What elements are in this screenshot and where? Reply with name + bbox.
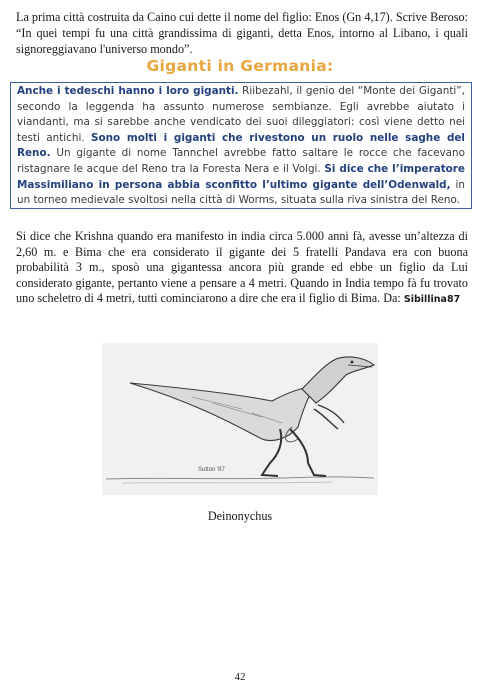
artist-signature: Sutton '87	[198, 467, 225, 473]
dinosaur-drawing	[102, 343, 378, 495]
highlight-box	[10, 82, 472, 209]
figure-caption: Deinonychus	[207, 509, 273, 523]
box-bold-3: Si dice che l’imperatore Massimiliano in persona abbia sconfitto l’ultimo gigante dell’Odenwald,	[17, 162, 465, 191]
box-text-1: Riibezahl, il genio del “Monte dei Giganti”, secondo la leggenda ha assunto numerose sembianze. Egli avrebbe aiutato i viandanti, ma si sarebbe anche vendicato dei suoi dileggiatori: così viene detto nei testi antichi.	[17, 85, 465, 144]
box-text-2: Un gigante di nome Tannchel avrebbe fatto saltare le rocce che facevano ristagnare le acque del Reno tra la Foresta Nera e il Volgi.	[17, 147, 465, 175]
page-number: 42	[234, 671, 246, 683]
box-bold-2: Sono molti i giganti che rivestono un ruolo nelle saghe del Reno.	[17, 131, 465, 160]
deinonychus-illustration	[102, 343, 378, 495]
intro-paragraph: La prima città costruita da Caino cui dette il nome del figlio: Enos (Gn 4,17). Scrive Beroso: “In quei tempi fu una città grandissima di giganti, detta Enos, intorno al Libano, i quali signoreggiavano l'universo mondo”.	[16, 10, 468, 56]
box-bold-1: Anche i tedeschi hanno i loro giganti.	[17, 85, 239, 97]
section-heading: Giganti in Germania:	[146, 57, 334, 75]
krishna-paragraph	[16, 229, 468, 308]
box-text-3: in un torneo medievale svoltosi nella città di Worms, situata sulla riva sinistra del Reno.	[17, 178, 465, 207]
krishna-text: Si dice che Krishna quando era manifesto in india circa 5.000 anni fà, avesse un’altezza di 2,60 m. e Bima che era considerato il gigante dei 5 fratelli Pandava era con buona probabilità 3 m., sposò una gigantessa ancora più grande ed ebbe un figlio da Lui considerato gigante, pertanto viene a pensare a 4 metri. Quando in India tempo fà fu trovato uno scheletro di 4 metri, tutti cominciarono a dire che era il figlio di Bima. Da:	[16, 229, 468, 306]
source-credit: Sibillina87	[403, 294, 461, 306]
